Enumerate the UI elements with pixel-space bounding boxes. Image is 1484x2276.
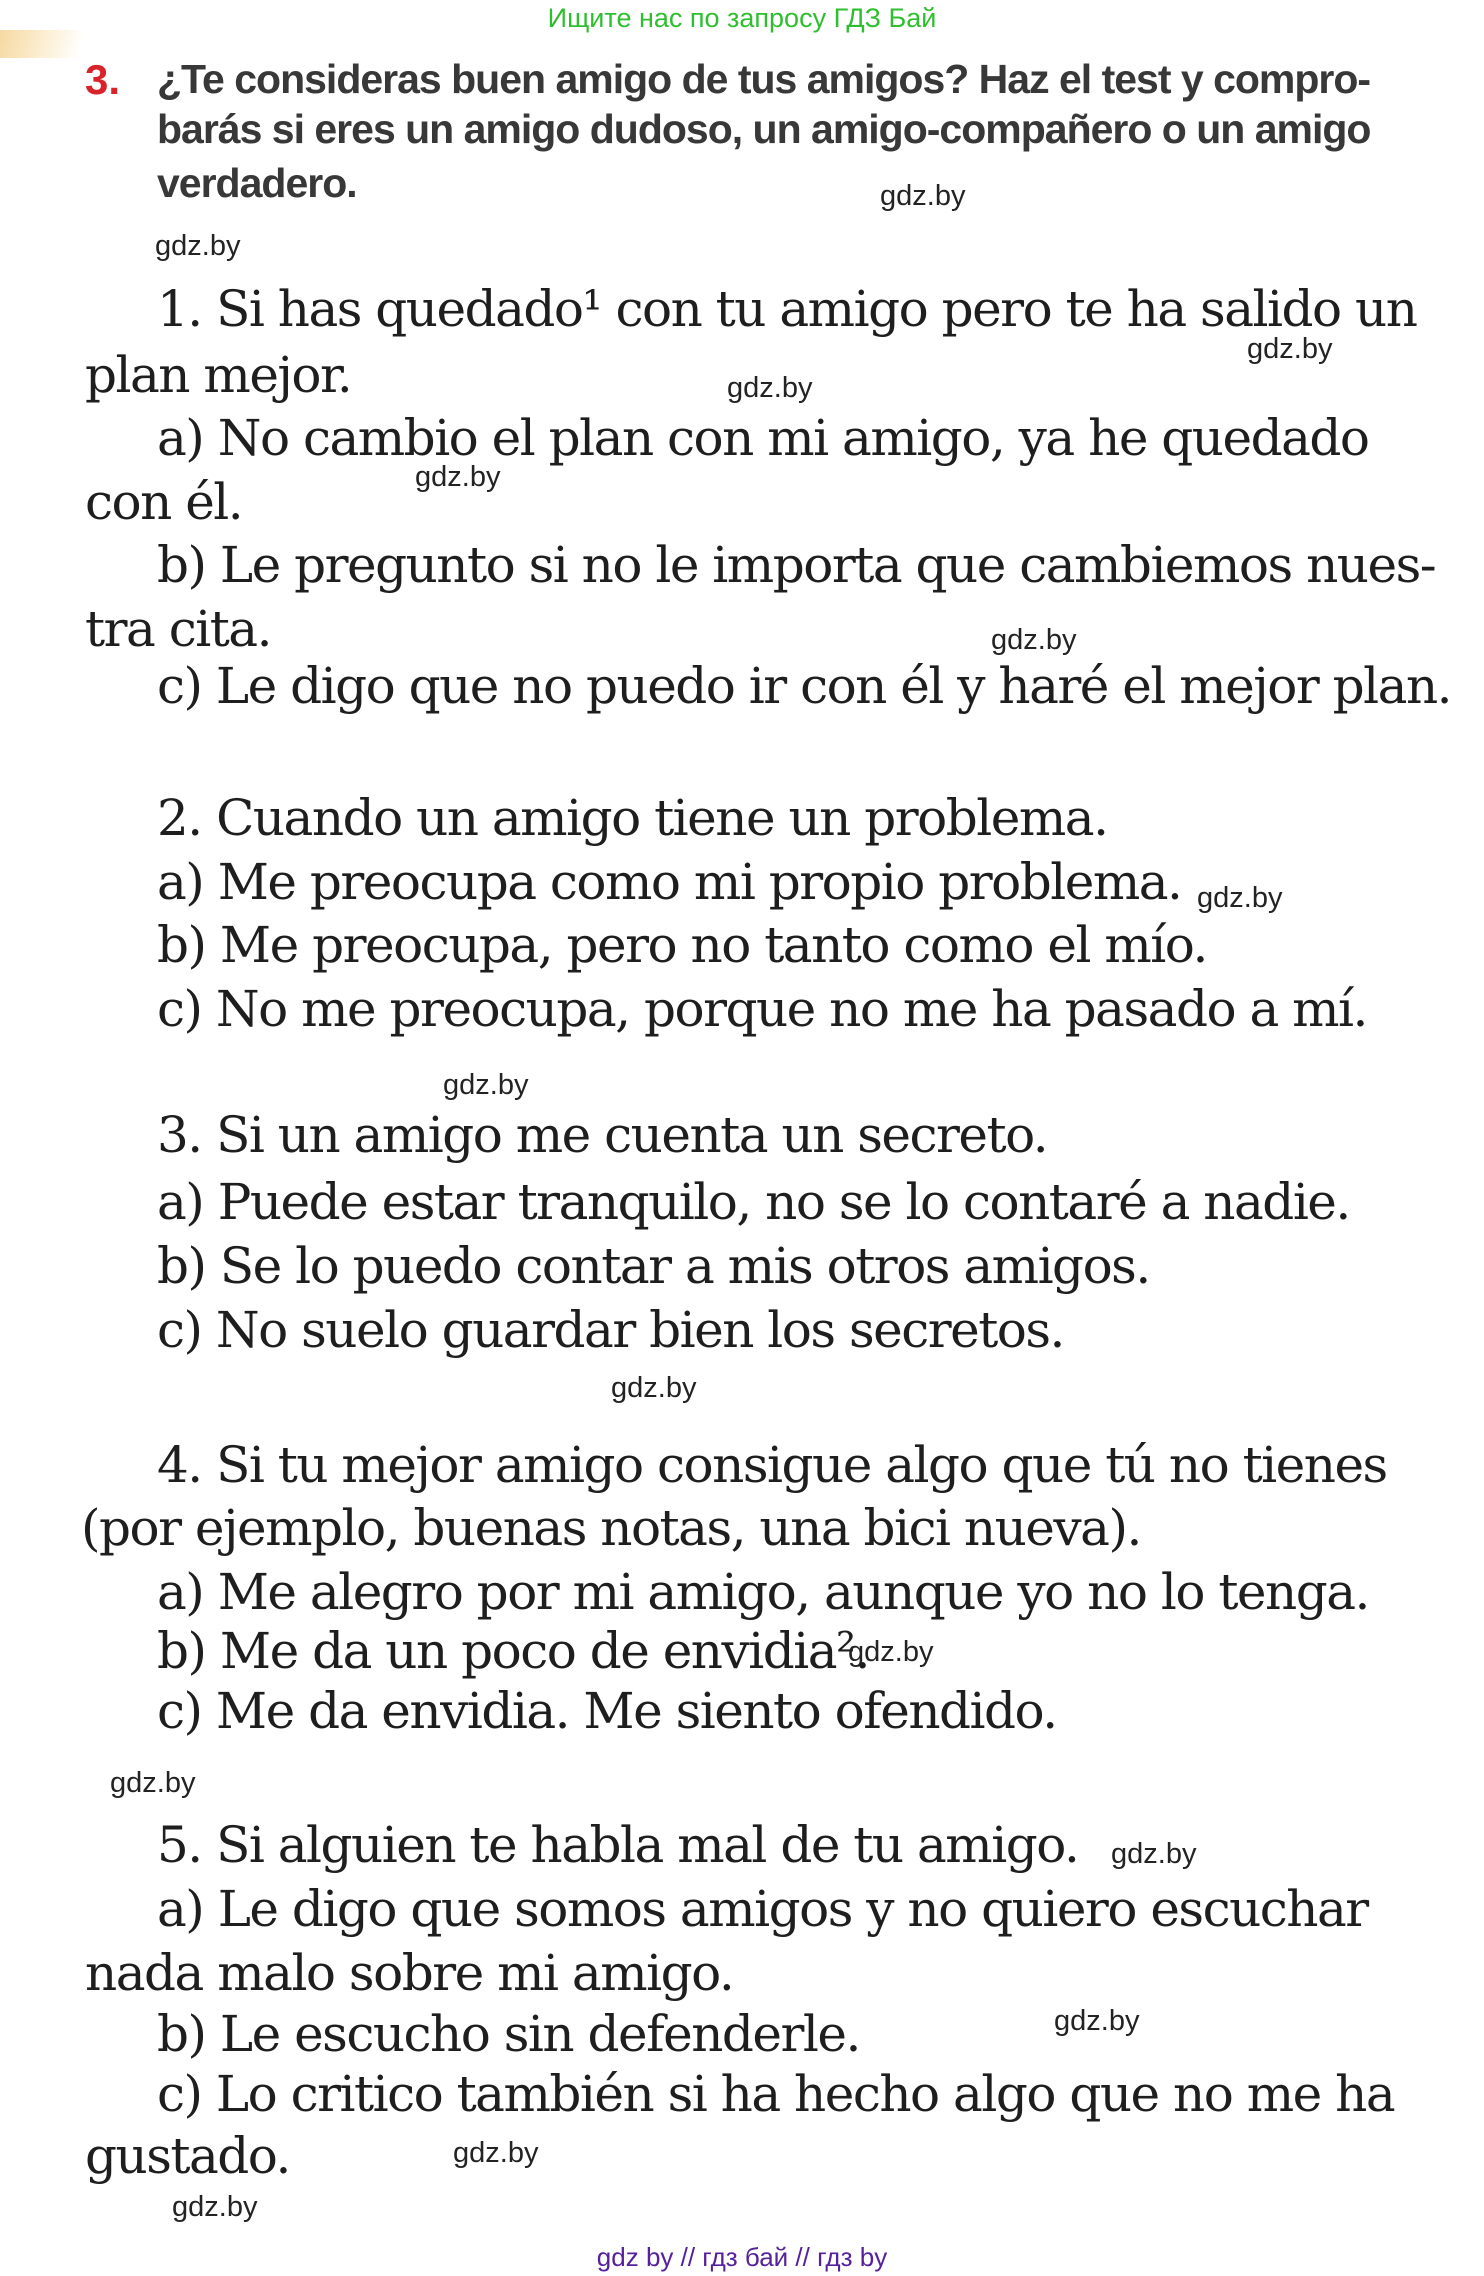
question-4-stem-line-2: (por ejemplo, buenas notas, una bici nueva). [81, 1499, 1141, 1557]
gdz-watermark: gdz.by [880, 180, 966, 212]
question-1-option-b-line-1: b) Le pregunto si no le importa que cambiemos nues- [157, 536, 1436, 594]
gdz-watermark: gdz.by [1247, 333, 1333, 365]
question-1-option-a-line-2: con él. [85, 473, 243, 531]
gdz-watermark: gdz.by [1111, 1838, 1197, 1870]
question-5-option-c-line-1: c) Lo critico también si ha hecho algo que no me ha [157, 2065, 1395, 2123]
gdz-watermark: gdz.by [415, 461, 501, 493]
question-3-option-b: b) Se lo puedo contar a mis otros amigos. [157, 1237, 1150, 1295]
question-1-option-c: c) Le digo que no puedo ir con él y haré el mejor plan. [157, 657, 1452, 715]
question-2-option-c: c) No me preocupa, porque no me ha pasado a mí. [157, 980, 1367, 1038]
question-4-option-c: c) Me da envidia. Me siento ofendido. [157, 1682, 1057, 1740]
gdz-watermark: gdz.by [1054, 2005, 1140, 2037]
question-2-option-a: a) Me preocupa como mi propio problema. [157, 853, 1182, 911]
gdz-watermark: gdz.by [848, 1636, 934, 1668]
question-5-stem: 5. Si alguien te habla mal de tu amigo. [157, 1816, 1079, 1874]
question-4-stem-line-1: 4. Si tu mejor amigo consigue algo que tú no tienes [157, 1436, 1387, 1494]
question-5-option-c-line-2: gustado. [85, 2127, 290, 2185]
gdz-watermark: gdz.by [991, 624, 1077, 656]
gdz-watermark: gdz.by [443, 1069, 529, 1101]
question-5-option-a-line-1: a) Le digo que somos amigos y no quiero escuchar [157, 1880, 1368, 1938]
question-5-option-b: b) Le escucho sin defenderle. [157, 2005, 860, 2063]
question-5-option-a-line-2: nada malo sobre mi amigo. [85, 1944, 734, 2002]
question-2-option-b: b) Me preocupa, pero no tanto como el mío. [157, 916, 1207, 974]
question-3-option-a: a) Puede estar tranquilo, no se lo contaré a nadie. [157, 1173, 1350, 1231]
question-1-option-a-line-1: a) No cambio el plan con mi amigo, ya he quedado [157, 409, 1369, 467]
task-number: 3. [85, 56, 121, 103]
question-4-option-a: a) Me alegro por mi amigo, aunque yo no lo tenga. [157, 1563, 1369, 1621]
question-1-stem-line-1: 1. Si has quedado¹ con tu amigo pero te ha salido un [157, 280, 1417, 338]
promo-banner-text: Ищите нас по запросу ГДЗ Бай [547, 3, 937, 33]
gdz-watermark: gdz.by [155, 230, 241, 262]
page-edge-gradient [0, 30, 86, 58]
question-3-stem: 3. Si un amigo me cuenta un secreto. [157, 1106, 1048, 1164]
gdz-watermark: gdz.by [1197, 882, 1283, 914]
question-1-option-b-line-2: tra cita. [85, 600, 271, 658]
gdz-watermark: gdz.by [172, 2191, 258, 2223]
question-4-option-b: b) Me da un poco de envidia². [157, 1622, 869, 1680]
gdz-watermark: gdz.by [453, 2137, 539, 2169]
task-intro-line-1: ¿Te consideras buen amigo de tus amigos? Haz el test y compro- [157, 56, 1371, 102]
gdz-watermark: gdz.by [110, 1767, 196, 1799]
task-intro-line-2: barás si eres un amigo dudoso, un amigo-compañero o un amigo [157, 106, 1371, 152]
question-3-option-c: c) No suelo guardar bien los secretos. [157, 1301, 1064, 1359]
gdz-watermark: gdz.by [727, 372, 813, 404]
question-1-stem-line-2: plan mejor. [85, 346, 352, 404]
gdz-watermark: gdz.by [611, 1372, 697, 1404]
footer-watermark-text: gdz by // гдз бай // гдз by [596, 2242, 888, 2272]
task-intro-line-3: verdadero. [157, 160, 357, 206]
question-2-stem: 2. Cuando un amigo tiene un problema. [157, 789, 1108, 847]
